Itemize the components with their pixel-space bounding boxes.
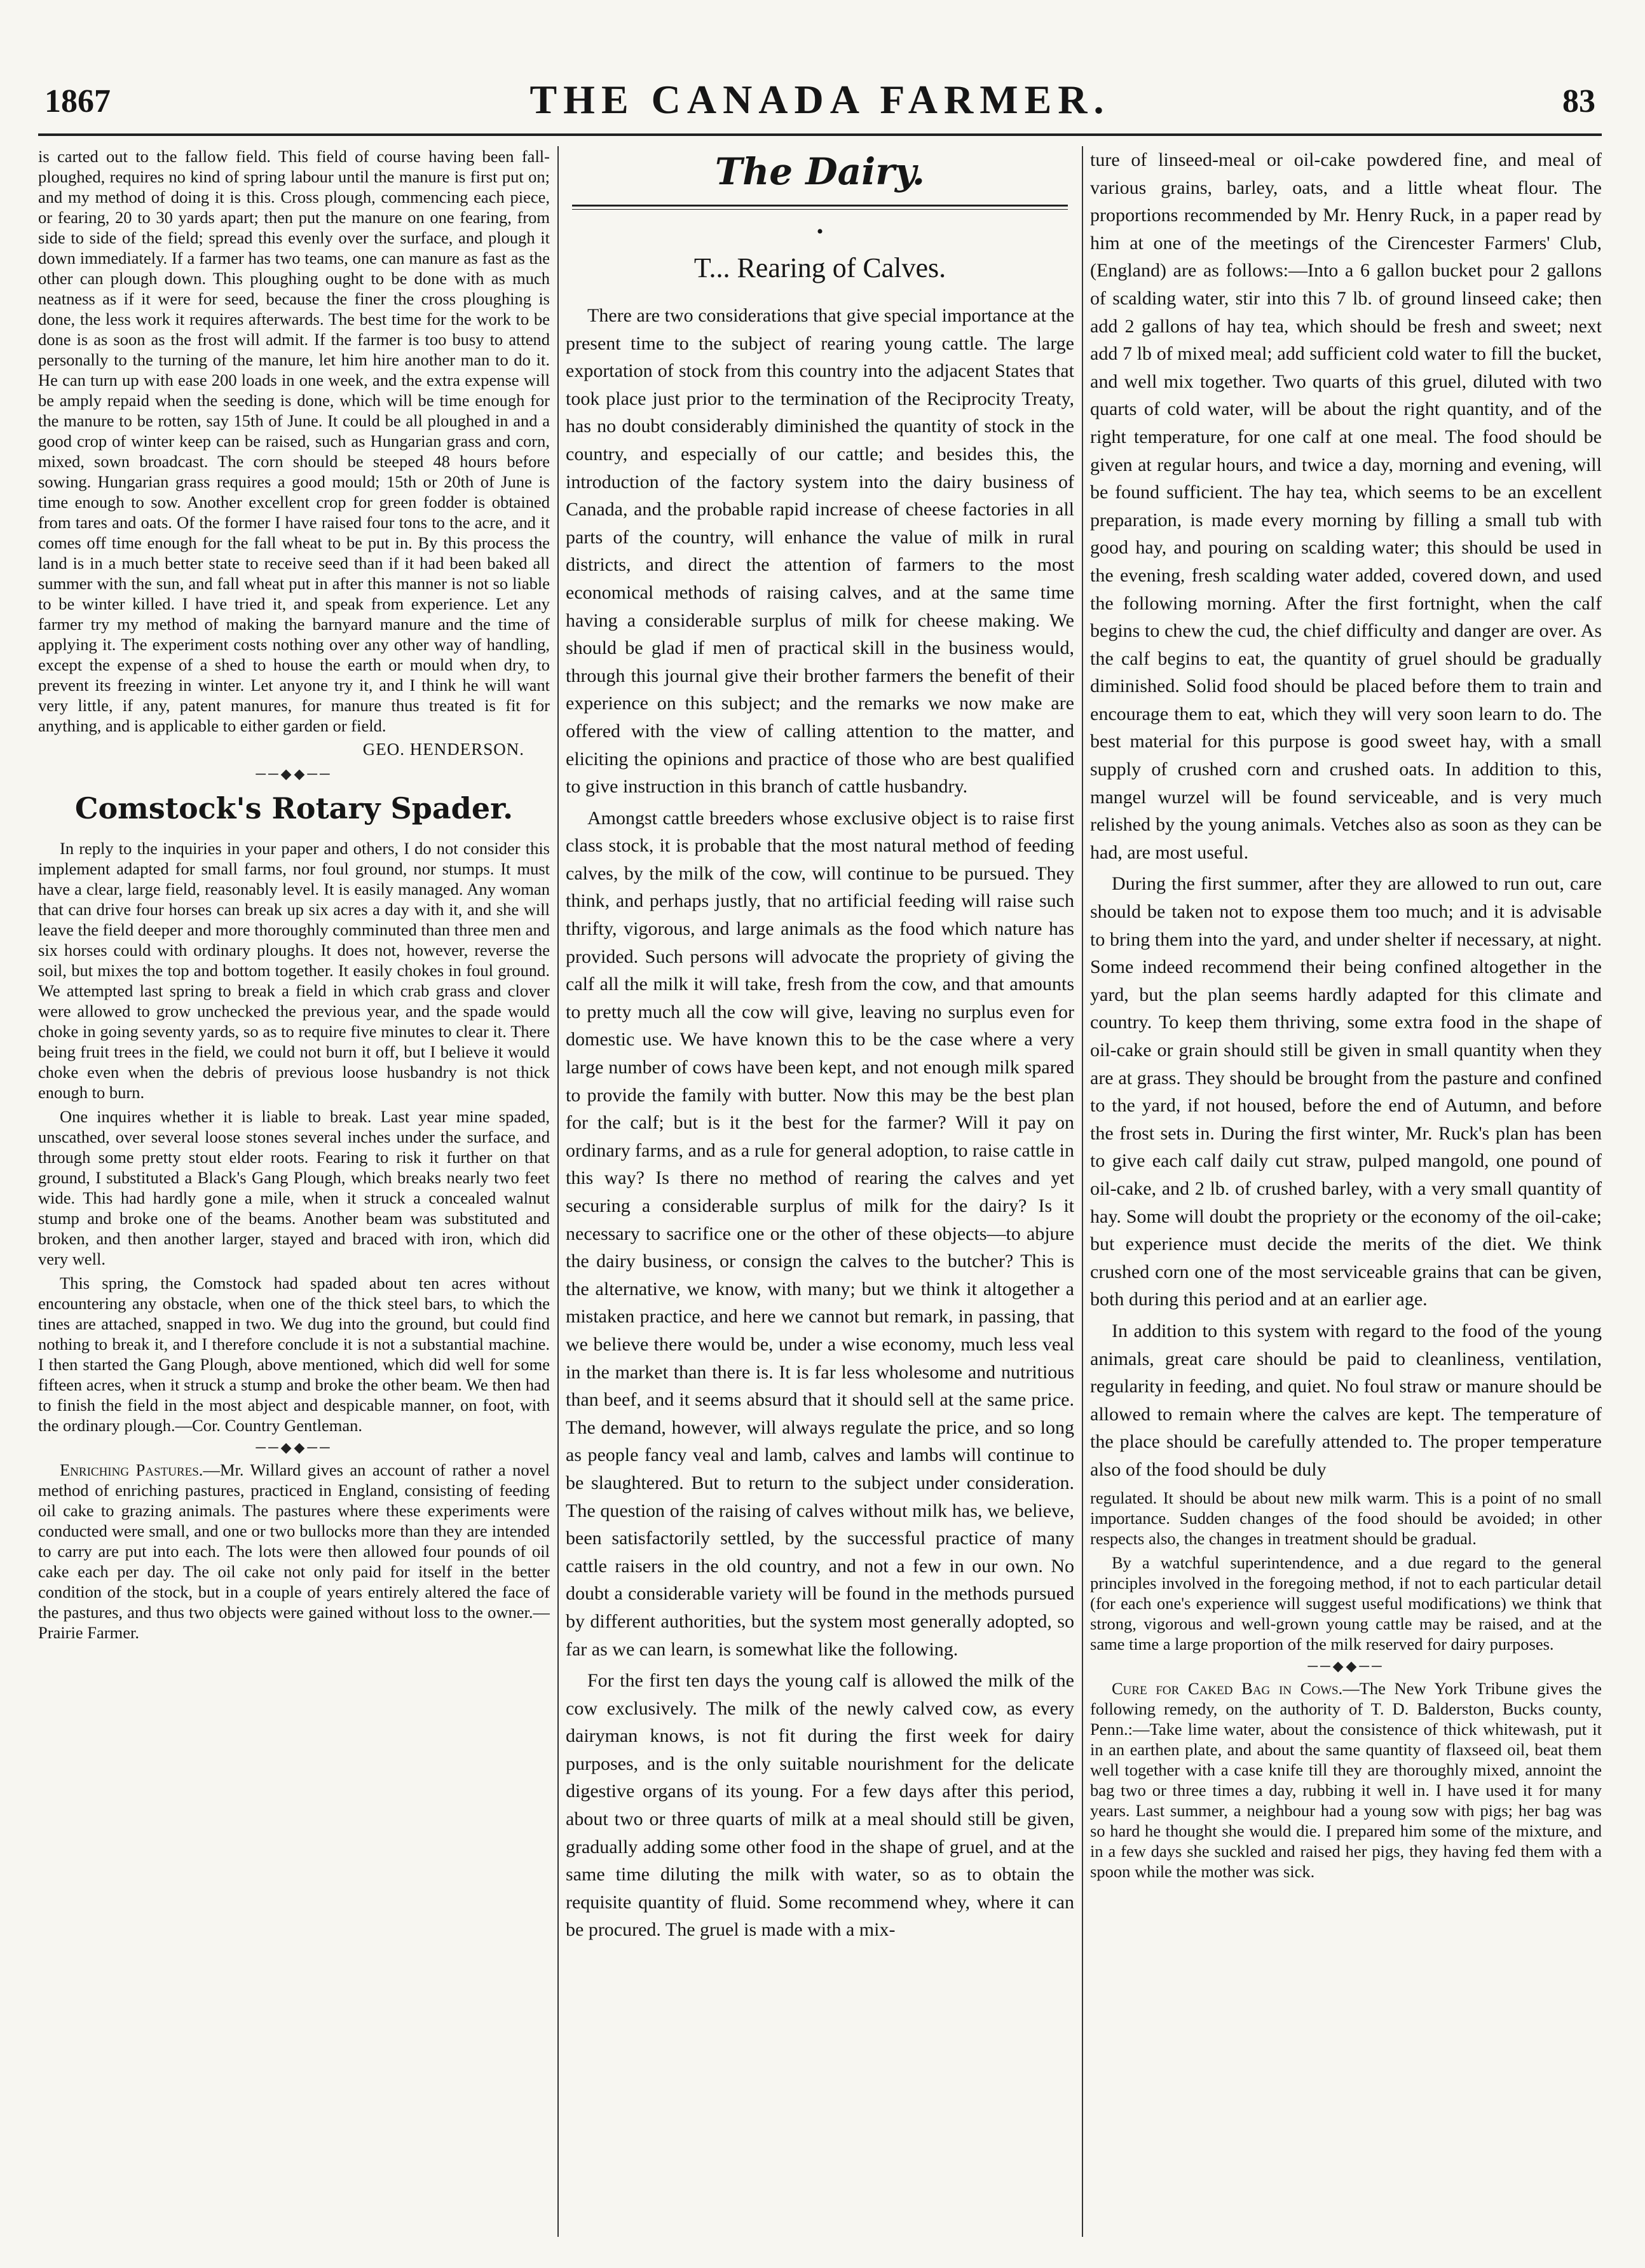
calves-paragraph: There are two considerations that give special importance at the present time to the subject of rearing young cattle. The large exportation of stock from this country into the adjacent States that took place just prior to the termination of the Reciprocity Treaty, has no doubt considerably diminished the quantity of stock in the country, and especially of our cattle; and besides this, the introduction of the factory system into the dairy business of Canada, and the probable rapid increase of cheese factories in all parts of the country, will enhance the value of milk in rural districts, and direct the attention of farmers to the most economical methods of raising calves, and at the same time having a considerable surplus of milk for cheese making. We should be glad if men of practical skill in the business would, through this journal give their brother farmers the benefit of their experience on this subject; and the remarks we now make are offered with the view of calling attention to the matter, and eliciting the opinions and practice of those who are best qualified to give instruction in this branch of cattle husbandry. (566, 305, 1074, 798)
publication-title: THE CANADA FARMER. (529, 77, 1110, 122)
column-divider (557, 146, 559, 2237)
cure-lead: Cure for Caked Bag in Cows. (1112, 1678, 1343, 1698)
column-right (1090, 146, 1602, 2237)
page-number: 83 (1562, 83, 1595, 119)
calves-paragraph: Amongst cattle breeders whose exclusive object is to raise first class stock, it is probable that the most natural method of feeding calves, by the milk of the cow, will continue to be pursued. They think, and perhaps justly, that no artificial feeding will raise such thrifty, vigorous, and large animals as the food which nature has provided. Such persons will advocate the propriety of giving the calf all the milk it will take, fresh from the cow, and that amounts to pretty much all the cow will give, leaving no surplus even for domestic use. We have known this to be the case where a very large number of cows have been kept, and not enough milk spared to provide the family with butter. Now this may be the best plan for the calf; but is it the best for the farmer? Will it pay on ordinary farms, and as a rule for general adoption, to raise cattle in this way? Is there no method of rearing the calves and yet securing a considerable surplus of milk for the dairy? Is it necessary to sacrifice one or the other of these objects—to abjure the dairy business, or consign the calves to the butcher? This is the alternative, we know, with many; but we think it altogether a mistaken practice, and here we cannot but remark, in passing, that we believe there would be, under a wise economy, much less veal in the market than there is. It is far less wholesome and nutritious than beef, and it seems absurd that it should sell at the same price. The demand, however, will always regulate the price, and so long as people fancy veal and lamb, calves and lambs will continue to be slaughtered. But to return to the subject under consideration. The question of the raising of calves without milk has, we believe, been satisfactorily settled, by the successful practice of many cattle raisers in the old country, and not a few in our own. No doubt a considerable variety will be found in the methods pursued by different authorities, but the system most generally adopted, so far as we can learn, is somewhat like the following. (566, 807, 1074, 1660)
ornament-dot: • (816, 221, 824, 242)
calves-continued-paragraph: During the first summer, after they are allowed to run out, care should be taken not to expose them too much; and it is advisable to bring them into the yard, and under shelter if necessary, at night. Some indeed recommend their being confined altogether in the yard, but the plan seems hardly adapted for this climate and country. To keep them thriving, some extra food in the shape of oil-cake or grain should still be given in small quantity when they are at grass. They should be brought from the pasture and confined to the yard, if not housed, before the end of Autumn, and before the frost sets in. During the first winter, Mr. Ruck's plan has been to give each calf daily cut straw, pulped mangold, one pound of oil-cake, and 2 lb. of crushed barley, with a very small quantity of hay. Some will doubt the propriety or the economy of the oil-cake; but experience must decide the merits of the diet. We think crushed corn one of the most serviceable grains that can be given, both during this period and at an earlier age. (1090, 873, 1602, 1310)
masthead (38, 76, 1602, 136)
spader-paragraph: One inquires whether it is liable to break. Last year mine spaded, unscathed, over several loose stones several inches under the surface, and through some pretty stout elder roots. Fearing to risk it further on that ground, I substituted a Black's Gang Plough, which breaks nearly two feet wide. This had hardly gone a mile, when it struck a concealed walnut stump and broke one of the beams. Another beam was substituted and broken, and then another larger, stayed and braced with iron, which did very well. (38, 1107, 550, 1268)
spader-paragraph: This spring, the Comstock had spaded about ten acres without encountering any obstacle, when one of the thick steel bars, to which the tines are attached, snapped in two. We dug into the ground, but could find nothing to break it, and I therefore conclude it is not a substantial machine. I then started the Gang Plough, above mentioned, which did well for some fifteen acres, when it struck a stump and broke the other beam. We then had to finish the field in the most abject and despicable manner, on foot, with the ordinary plough.—Cor. Country Gentleman. (38, 1273, 550, 1435)
pastures-text: —Mr. Willard gives an account of rather a novel method of enriching pastures, practiced in England, consisting of feeding oil cake to grazing animals. The pastures where these experiments were conducted were small, and one or two bullocks more than they are intended to carry are put into each. The lots were then allowed four pounds of oil cake each per day. The oil cake not only paid for itself in the better condition of the stock, but in a couple of years entirely altered the face of the pastures, and thus two objects were gained without loss to the owner.—Prairie Farmer. (38, 1460, 550, 1642)
issue-year: 1867 (44, 83, 111, 119)
ornament-divider: ──◆◆── (256, 766, 332, 782)
ornament-divider: ──◆◆── (256, 1439, 332, 1455)
ornament-divider: ──◆◆── (1307, 1657, 1384, 1674)
spader-heading: Comstock's Rotary Spader. (74, 791, 514, 825)
heading-rule (572, 205, 1068, 210)
column-middle (566, 146, 1074, 2237)
calves-continued-paragraph: regulated. It should be about new milk warm. This is a point of no small importance. Sudden changes of the food should be avoided; in other respects also, the changes in treatment should be gradual. (1090, 1488, 1602, 1548)
cure-paragraph (1090, 1678, 1602, 1882)
pastures-lead: Enriching Pastures. (60, 1460, 203, 1479)
cure-text: —The New York Tribune gives the following remedy, on the authority of T. D. Balderston, Bucks county, Penn.:—Take lime water, about the consistence of thick whitewash, put it in an earthen plate, and about the same quantity of flaxseed oil, beat them well together with a case knife till they are thoroughly mixed, annoint the bag two or three times a day, rubbing it well in. I have used it for many years. Last summer, a neighbour had a young sow with pigs; her bag was so hard he thought she would die. I prepared him some of the mixture, and in a few days she suckled and raised her pigs, they having fed them with a spoon while the mother was sick. (1090, 1678, 1602, 1881)
column-left (38, 146, 550, 2237)
calves-continued-paragraph: ture of linseed-meal or oil-cake powdered fine, and meal of various grains, barley, oats, and a little wheat flour. The proportions recommended by Mr. Henry Ruck, in a paper read by him at one of the meetings of the Cirencester Farmers' Club, (England) are as follows:—Into a 6 gallon bucket pour 2 gallons of scalding water, stir into this 7 lb. of ground linseed cake; then add 2 gallons of hay tea, which should be fresh and sweet; next add 7 lb of mixed meal; add sufficient cold water to fill the bucket, and well mix together. Two quarts of this gruel, diluted with two quarts of cold water, will be about the right quantity, and of the right temperature, for one calf at one meal. The food should be given at regular hours, and twice a day, morning and evening, will be found sufficient. The hay tea, which seems to be an excellent preparation, is made every morning by filling a small tub with good hay, and pouring on scalding water; this should be used in the evening, fresh scalding water added, covered down, and used the following morning. After the first fortnight, when the calf begins to chew the cud, the chief difficulty and danger are over. As the calf begins to eat, the quantity of gruel should be gradually diminished. Solid food should be placed before them to train and encourage them to eat, which they will very soon learn to do. The best material for this purpose is good sweet hay, with a small supply of crushed corn and crushed oats. In addition to this, mangel wurzel will be found serviceable, and is very much relished by the young animals. Vetches also as soon as they can be had, are most useful. (1090, 149, 1602, 863)
author-signature: GEO. HENDERSON. (362, 740, 524, 759)
section-heading-dairy: The Dairy. (714, 150, 925, 193)
pastures-paragraph (38, 1460, 550, 1643)
calves-continued-paragraph: In addition to this system with regard to the food of the young animals, great care should be paid to cleanliness, ventilation, regularity in feeding, and quiet. No foul straw or manure should be allowed to remain where the calves are kept. The temperature of the place should be carefully attended to. The proper temperature also of the food should be duly (1090, 1320, 1602, 1480)
column-divider (1082, 146, 1083, 2237)
calves-paragraph: For the first ten days the young calf is allowed the milk of the cow exclusively. The milk of the newly calved cow, as every dairyman knows, is not fit during the first week for dairy purposes, and is the only suitable nourishment for the delicate digestive organs of its young. For a few days after this period, about two or three quarts of milk at a meal should still be given, gradually adding some other food in the shape of gruel, and at the same time diluting the milk with water, so as to obtain the requisite quantity of fluid. Some recommend whey, where it can be procured. The gruel is made with a mix- (566, 1670, 1074, 1941)
manure-article-text: is carted out to the fallow field. This field of course having been fall-ploughed, requires no kind of spring labour until the manure is first put on; and my method of doing it is this. Cross plough, commencing each piece, or fearing, 20 to 30 yards apart; then put the manure on one fearing, from side to side of the field; spread this evenly over the surface, and plough it down immediately. If a farmer has two teams, one can manure as fast as the other can plough down. This ploughing ought to be done with as much neatness as if it were for seed, because the finer the cross ploughing is done, the less work it requires afterwards. The best time for the work to be done is as soon as the frost will admit. If the farmer is too busy to attend personally to the turning of the manure, let him hire another man to do it. He can turn up with ease 200 loads in one week, and the extra expense will be amply repaid when the seeding is done, which will be time enough for the manure to be rotten, say 15th of June. It could be all ploughed in and a good crop of winter keep can be raised, such as Hungarian grass and corn, mixed, sown broadcast. The corn should be steeped 48 hours before sowing. Hungarian grass requires a good mould; 15th or 20th of June is time enough to sow. Another excellent crop for green fodder is obtained from tares and oats. Of the former I have raised four tons to the acre, and it comes off time enough for the fall wheat to be put in. By this process the land is in a much better state to receive seed than if it had been baked all summer with the sun, and fall wheat put in after this manner is not so liable to be winter killed. I have tried it, and speak from experience. Let any farmer try my method of making the barnyard manure and the time of applying it. The experiment costs nothing over any other way of handling, except the expense of a shed to house the earth or mould when dry, to prevent its freezing in winter. Let anyone try it, and I think he will want very little, if any, patent manures, for manure thus treated is fit for anything, and is applicable to either garden or field. (38, 147, 550, 735)
spader-paragraph: In reply to the inquiries in your paper and others, I do not consider this implement adapted for small farms, nor foul ground, nor stumps. It must have a clear, large field, reasonably level. It is easily managed. Any woman that can drive four horses can break up six acres a day with it, and she will leave the field deeper and more thoroughly comminuted than three men and six horses could with ordinary ploughs. It does not, however, reverse the soil, but mixes the top and bottom together. It easily chokes in foul ground. We attempted last spring to break a field in which crab grass and clover were allowed to grow unchecked the previous year, and the spade would choke in going seventy yards, so as to require five minutes to clear it. There being fruit trees in the field, we could not burn it off, but I believe it would choke even when the debris of previous loose husbandry is not thick enough to burn. (38, 839, 550, 1102)
calves-continued-paragraph: By a watchful superintendence, and a due regard to the general principles involved in the foregoing method, if not to each particular detail (for each one's experience will suggest useful modifications) we think that strong, vigorous and well-grown young cattle may be raised, and at the same time a large proportion of the milk reserved for dairy purposes. (1090, 1552, 1602, 1653)
article-heading-calves: T... Rearing of Calves. (693, 252, 946, 283)
